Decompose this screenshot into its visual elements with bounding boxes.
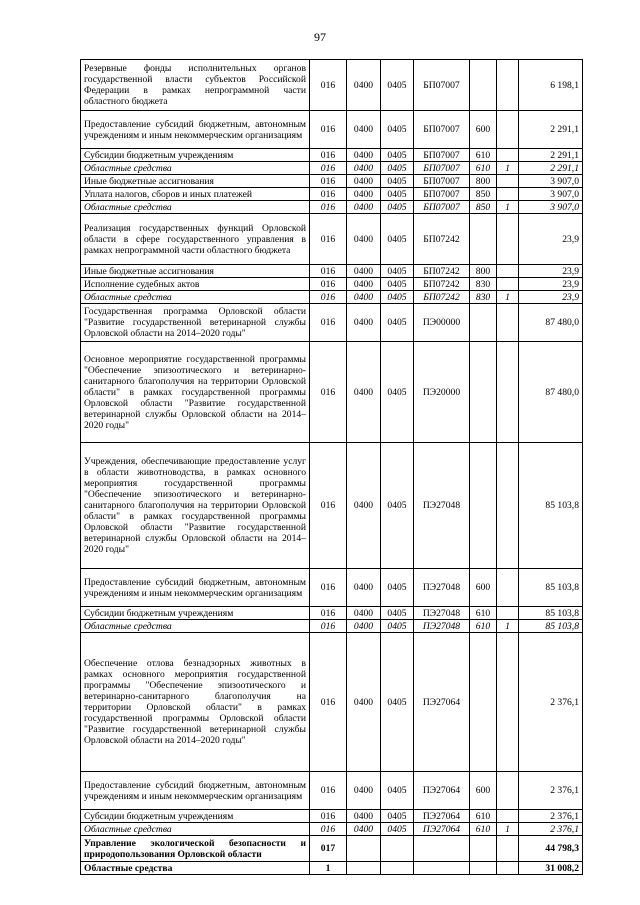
row-name: Государственная программа Орловской области "Развитие государственной ветеринарной службы Орловской области на 2014–2020 годы" xyxy=(81,304,310,342)
row-target-code: БП07007 xyxy=(414,60,470,111)
row-ministry-code: 016 xyxy=(310,111,347,149)
row-source-code xyxy=(497,60,519,111)
row-subsection-code: 0405 xyxy=(381,304,414,342)
row-name: Областные средства xyxy=(81,823,310,836)
row-target-code: БП07007 xyxy=(414,149,470,162)
row-amount: 2 376,1 xyxy=(519,810,583,823)
row-target-code: БП07007 xyxy=(414,111,470,149)
row-source-code xyxy=(497,569,519,607)
row-expense-type-code xyxy=(470,633,497,772)
row-target-code: БП07007 xyxy=(414,162,470,175)
table-row xyxy=(81,607,583,620)
row-expense-type-code xyxy=(470,60,497,111)
row-source-code xyxy=(497,265,519,278)
row-target-code: БП07007 xyxy=(414,175,470,188)
table-row xyxy=(81,291,583,304)
row-target-code: ПЭ27048 xyxy=(414,620,470,633)
row-subsection-code: 0405 xyxy=(381,607,414,620)
row-ministry-code: 016 xyxy=(310,175,347,188)
row-name: Областные средства xyxy=(81,201,310,214)
row-section-code: 0400 xyxy=(347,201,381,214)
row-amount: 3 907,0 xyxy=(519,188,583,201)
row-source-code xyxy=(497,111,519,149)
row-amount: 3 907,0 xyxy=(519,175,583,188)
table-row xyxy=(81,175,583,188)
row-target-code: ПЭ20000 xyxy=(414,342,470,443)
row-target-code xyxy=(414,836,470,862)
row-subsection-code: 0405 xyxy=(381,111,414,149)
row-ministry-code: 016 xyxy=(310,620,347,633)
row-name: Учреждения, обеспечивающие предоставление услуг в области животноводства, в рамках основного мероприятия государственной программы "Обеспечение эпизоотического и ветеринарно-санитарного благополучия на территории Орловской области" в рамках государственной программы Орловской области "Развитие государственной ветеринарной службы Орловской области на 2014–2020 годы" xyxy=(81,443,310,569)
row-source-code: 1 xyxy=(497,620,519,633)
row-expense-type-code: 800 xyxy=(470,265,497,278)
row-section-code: 0400 xyxy=(347,214,381,265)
row-source-code: 1 xyxy=(497,201,519,214)
row-subsection-code: 0405 xyxy=(381,214,414,265)
table-row xyxy=(81,633,583,772)
row-amount: 2 376,1 xyxy=(519,633,583,772)
row-subsection-code: 0405 xyxy=(381,772,414,810)
row-target-code: ПЭ27064 xyxy=(414,810,470,823)
row-name: Иные бюджетные ассигнования xyxy=(81,265,310,278)
table-row xyxy=(81,304,583,342)
table-row xyxy=(81,60,583,111)
row-ministry-code: 016 xyxy=(310,201,347,214)
row-source-code xyxy=(497,443,519,569)
row-ministry-code: 016 xyxy=(310,188,347,201)
row-subsection-code: 0405 xyxy=(381,149,414,162)
row-amount: 85 103,8 xyxy=(519,620,583,633)
row-target-code: БП07007 xyxy=(414,201,470,214)
row-ministry-code: 016 xyxy=(310,265,347,278)
row-subsection-code: 0405 xyxy=(381,443,414,569)
row-section-code: 0400 xyxy=(347,111,381,149)
row-section-code: 0400 xyxy=(347,265,381,278)
row-expense-type-code: 800 xyxy=(470,175,497,188)
table-row xyxy=(81,823,583,836)
row-target-code xyxy=(414,862,470,875)
row-expense-type-code: 610 xyxy=(470,620,497,633)
row-name: Управление экологической безопасности и природопользования Орловской области xyxy=(81,836,310,862)
row-amount: 3 907,0 xyxy=(519,201,583,214)
row-amount: 87 480,0 xyxy=(519,304,583,342)
row-name: Предоставление субсидий бюджетным, автономным учреждениям и иным некоммерческим организациям xyxy=(81,569,310,607)
row-target-code: БП07242 xyxy=(414,278,470,291)
row-ministry-code: 016 xyxy=(310,772,347,810)
row-section-code: 0400 xyxy=(347,607,381,620)
row-expense-type-code xyxy=(470,342,497,443)
row-section-code xyxy=(347,862,381,875)
row-section-code: 0400 xyxy=(347,772,381,810)
budget-table xyxy=(80,59,583,875)
row-ministry-code: 016 xyxy=(310,443,347,569)
row-section-code: 0400 xyxy=(347,60,381,111)
row-section-code: 0400 xyxy=(347,633,381,772)
row-ministry-code: 016 xyxy=(310,291,347,304)
row-name: Областные средства xyxy=(81,862,310,875)
row-source-code xyxy=(497,175,519,188)
row-ministry-code: 016 xyxy=(310,823,347,836)
row-subsection-code: 0405 xyxy=(381,175,414,188)
table-row xyxy=(81,569,583,607)
row-target-code: БП07242 xyxy=(414,291,470,304)
row-section-code: 0400 xyxy=(347,443,381,569)
row-subsection-code: 0405 xyxy=(381,162,414,175)
row-expense-type-code: 600 xyxy=(470,772,497,810)
row-source-code xyxy=(497,607,519,620)
row-target-code: БП07242 xyxy=(414,214,470,265)
row-name: Иные бюджетные ассигнования xyxy=(81,175,310,188)
row-name: Обеспечение отлова безнадзорных животных в рамках основного мероприятия государственной программы "Обеспечение эпизоотического и ветеринарно-санитарного благополучия на территории Орловской области" в рамках государственной программы Орловской области "Развитие государственной ветеринарной службы Орловской области на 2014–2020 годы" xyxy=(81,633,310,772)
row-section-code: 0400 xyxy=(347,620,381,633)
row-expense-type-code: 610 xyxy=(470,810,497,823)
table-row xyxy=(81,188,583,201)
table-row xyxy=(81,443,583,569)
row-subsection-code: 0405 xyxy=(381,569,414,607)
table-row xyxy=(81,342,583,443)
row-expense-type-code: 830 xyxy=(470,291,497,304)
row-subsection-code xyxy=(381,836,414,862)
row-target-code: ПЭ27064 xyxy=(414,823,470,836)
row-ministry-code: 016 xyxy=(310,633,347,772)
row-expense-type-code: 600 xyxy=(470,569,497,607)
row-source-code xyxy=(497,149,519,162)
row-subsection-code: 0405 xyxy=(381,810,414,823)
row-target-code: ПЭ27064 xyxy=(414,633,470,772)
row-name: Уплата налогов, сборов и иных платежей xyxy=(81,188,310,201)
row-source-code xyxy=(497,836,519,862)
row-name: Предоставление субсидий бюджетным, автономным учреждениям и иным некоммерческим организациям xyxy=(81,111,310,149)
row-amount: 23,9 xyxy=(519,214,583,265)
row-expense-type-code: 610 xyxy=(470,149,497,162)
row-name: Областные средства xyxy=(81,620,310,633)
row-expense-type-code: 610 xyxy=(470,823,497,836)
row-amount: 85 103,8 xyxy=(519,443,583,569)
row-subsection-code: 0405 xyxy=(381,342,414,443)
row-target-code: БП07007 xyxy=(414,188,470,201)
row-ministry-code: 016 xyxy=(310,149,347,162)
row-section-code: 0400 xyxy=(347,823,381,836)
row-ministry-code: 016 xyxy=(310,162,347,175)
budget-table-body xyxy=(81,60,583,875)
row-target-code: БП07242 xyxy=(414,265,470,278)
row-name: Субсидии бюджетным учреждениям xyxy=(81,810,310,823)
row-target-code: ПЭ27048 xyxy=(414,607,470,620)
table-row xyxy=(81,810,583,823)
row-name: Реализация государственных функций Орловской области в сфере государственного управления в рамках непрограммной части областного бюджета xyxy=(81,214,310,265)
table-row xyxy=(81,836,583,862)
row-source-code xyxy=(497,278,519,291)
row-ministry-code: 016 xyxy=(310,60,347,111)
row-source-code: 1 xyxy=(497,291,519,304)
row-expense-type-code: 830 xyxy=(470,278,497,291)
row-subsection-code: 0405 xyxy=(381,633,414,772)
row-source-code xyxy=(497,633,519,772)
row-name: Предоставление субсидий бюджетным, автономным учреждениям и иным некоммерческим организациям xyxy=(81,772,310,810)
row-section-code: 0400 xyxy=(347,569,381,607)
row-name: Исполнение судебных актов xyxy=(81,278,310,291)
row-section-code: 0400 xyxy=(347,188,381,201)
row-source-code xyxy=(497,772,519,810)
table-row xyxy=(81,201,583,214)
row-name: Субсидии бюджетным учреждениям xyxy=(81,149,310,162)
row-target-code: ПЭ27048 xyxy=(414,443,470,569)
row-amount: 2 376,1 xyxy=(519,823,583,836)
row-section-code: 0400 xyxy=(347,810,381,823)
row-expense-type-code: 850 xyxy=(470,201,497,214)
row-name: Резервные фонды исполнительных органов государственной власти субъектов Российской Федерации в рамках непрограммной части областного бюджета xyxy=(81,60,310,111)
row-expense-type-code xyxy=(470,443,497,569)
row-name: Областные средства xyxy=(81,162,310,175)
row-name: Основное мероприятие государственной программы "Обеспечение эпизоотического и ветеринарно-санитарного благополучия на территории Орловской области" в рамках государственной программы Орловской области "Развитие государственной ветеринарной службы Орловской области на 2014–2020 годы" xyxy=(81,342,310,443)
row-section-code: 0400 xyxy=(347,278,381,291)
row-source-code: 1 xyxy=(497,162,519,175)
row-amount: 23,9 xyxy=(519,291,583,304)
row-source-code xyxy=(497,810,519,823)
row-section-code: 0400 xyxy=(347,149,381,162)
row-amount: 23,9 xyxy=(519,278,583,291)
row-expense-type-code xyxy=(470,862,497,875)
row-source-code xyxy=(497,304,519,342)
row-expense-type-code xyxy=(470,836,497,862)
table-row xyxy=(81,265,583,278)
row-target-code: ПЭ27064 xyxy=(414,772,470,810)
table-row xyxy=(81,149,583,162)
row-name: Областные средства xyxy=(81,291,310,304)
row-amount: 85 103,8 xyxy=(519,607,583,620)
row-ministry-code: 016 xyxy=(310,214,347,265)
row-subsection-code: 0405 xyxy=(381,265,414,278)
row-amount: 2 291,1 xyxy=(519,162,583,175)
row-expense-type-code: 600 xyxy=(470,111,497,149)
row-expense-type-code: 850 xyxy=(470,188,497,201)
row-section-code: 0400 xyxy=(347,342,381,443)
row-name: Субсидии бюджетным учреждениям xyxy=(81,607,310,620)
row-source-code: 1 xyxy=(497,823,519,836)
row-section-code: 0400 xyxy=(347,162,381,175)
row-amount: 44 798,3 xyxy=(519,836,583,862)
row-amount: 87 480,0 xyxy=(519,342,583,443)
row-ministry-code: 016 xyxy=(310,342,347,443)
row-target-code: ПЭ27048 xyxy=(414,569,470,607)
row-amount: 2 291,1 xyxy=(519,149,583,162)
row-subsection-code: 0405 xyxy=(381,278,414,291)
row-section-code: 0400 xyxy=(347,304,381,342)
row-source-code xyxy=(497,342,519,443)
row-amount: 2 291,1 xyxy=(519,111,583,149)
row-ministry-code: 1 xyxy=(310,862,347,875)
row-amount: 23,9 xyxy=(519,265,583,278)
row-ministry-code: 016 xyxy=(310,810,347,823)
row-subsection-code: 0405 xyxy=(381,60,414,111)
row-target-code: ПЭ00000 xyxy=(414,304,470,342)
table-row xyxy=(81,162,583,175)
row-section-code xyxy=(347,836,381,862)
row-source-code xyxy=(497,188,519,201)
table-row xyxy=(81,772,583,810)
row-expense-type-code xyxy=(470,304,497,342)
row-amount: 85 103,8 xyxy=(519,569,583,607)
row-subsection-code: 0405 xyxy=(381,188,414,201)
row-expense-type-code xyxy=(470,214,497,265)
row-subsection-code: 0405 xyxy=(381,620,414,633)
table-row xyxy=(81,620,583,633)
row-ministry-code: 016 xyxy=(310,569,347,607)
row-ministry-code: 016 xyxy=(310,278,347,291)
row-expense-type-code: 610 xyxy=(470,607,497,620)
row-ministry-code: 017 xyxy=(310,836,347,862)
row-ministry-code: 016 xyxy=(310,607,347,620)
table-row xyxy=(81,278,583,291)
row-amount: 2 376,1 xyxy=(519,772,583,810)
row-source-code xyxy=(497,214,519,265)
row-source-code xyxy=(497,862,519,875)
page-number: 97 xyxy=(314,30,326,44)
row-amount: 31 008,2 xyxy=(519,862,583,875)
row-subsection-code: 0405 xyxy=(381,201,414,214)
row-subsection-code: 0405 xyxy=(381,823,414,836)
table-row xyxy=(81,111,583,149)
row-subsection-code: 0405 xyxy=(381,291,414,304)
row-ministry-code: 016 xyxy=(310,304,347,342)
row-amount: 6 198,1 xyxy=(519,60,583,111)
row-section-code: 0400 xyxy=(347,175,381,188)
table-row xyxy=(81,862,583,875)
row-section-code: 0400 xyxy=(347,291,381,304)
row-expense-type-code: 610 xyxy=(470,162,497,175)
table-row xyxy=(81,214,583,265)
row-subsection-code xyxy=(381,862,414,875)
